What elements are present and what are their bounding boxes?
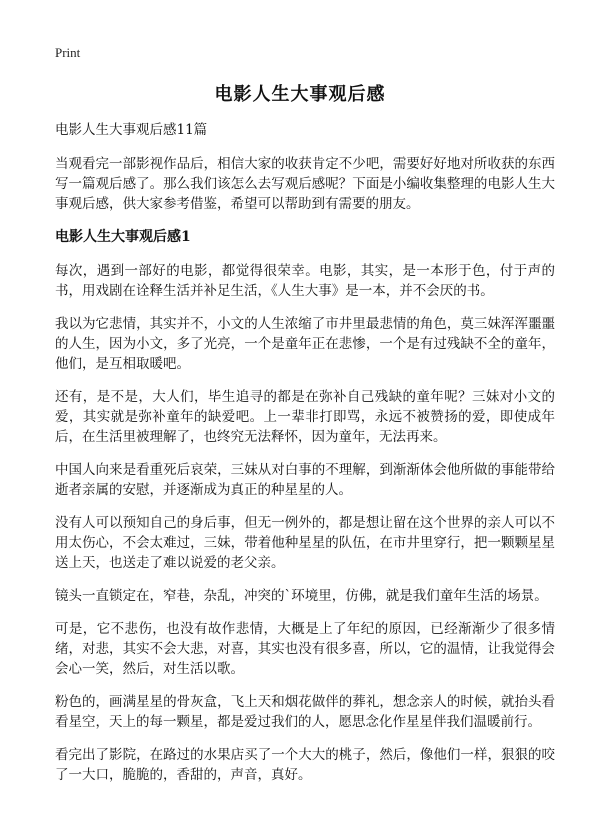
section-heading: 电影人生大事观后感1 — [55, 229, 191, 245]
paragraph: 镜头一直锁定在，窄巷，杂乱，冲突的`环境里，仿佛，就是我们童年生活的场景。 — [55, 588, 548, 604]
page-title: 电影人生大事观后感 — [214, 84, 386, 105]
paragraph: 还有，是不是，大人们，毕生追寻的都是在弥补自己残缺的童年呢？三妹对小文的爱，其实就是弥补童年的缺爱吧。上一辈非打即骂，永远不被赞扬的爱，即使成年后，在生活里被理解了，也终究无法释怀，因为童年，无法再来。 — [55, 389, 555, 445]
article-subtitle: 电影人生大事观后感11篇 — [55, 122, 208, 138]
paragraph: 可是，它不悲伤，也没有故作悲情，大概是上了年纪的原因，已经渐渐少了很多情绪，对悲，其实不会大悲，对喜，其实也没有很多喜，所以，它的温情，让我觉得会会心一笑，然后，对生活以歌。 — [55, 621, 555, 677]
intro-paragraph: 当观看完一部影视作品后，相信大家的收获肯定不少吧，需要好好地对所收获的东西写一篇观后感了。那么我们该怎么去写观后感呢？下面是小编收集整理的电影人生大事观后感，供大家参考借鉴，希望可以帮助到有需要的朋友。 — [55, 156, 555, 212]
paragraph: 没有人可以预知自己的身后事，但无一例外的，都是想让留在这个世界的亲人可以不用太伤心，不会太难过，三妹，带着他种星星的队伍，在市井里穿行，把一颗颗星星送上天，也送走了难以说爱的老父亲。 — [55, 515, 555, 571]
paragraph: 粉色的，画满星星的骨灰盒，飞上天和烟花做伴的葬礼，想念亲人的时候，就抬头看看星空，天上的每一颗星，都是爱过我们的人，愿思念化作星星伴我们温暖前行。 — [55, 694, 555, 730]
article-body — [55, 120, 555, 798]
print-link[interactable]: Print — [55, 45, 81, 60]
paragraph: 中国人向来是看重死后哀荣，三妹从对白事的不理解，到渐渐体会他所做的事能带给逝者亲属的安慰，并逐渐成为真正的种星星的人。 — [55, 462, 555, 498]
paragraph: 看完出了影院，在路过的水果店买了一个大大的桃子，然后，像他们一样，狠狠的咬了一大口，脆脆的，香甜的，声音，真好。 — [55, 747, 555, 783]
paragraph: 每次，遇到一部好的电影，都觉得很荣幸。电影，其实，是一本形于色，付于声的书，用戏剧在诠释生活并补足生活，《人生大事》是一本，并不会厌的书。 — [55, 263, 555, 299]
paragraph: 我以为它悲情，其实并不，小文的人生浓缩了市井里最悲情的角色，莫三妹浑浑噩噩的人生，因为小文，多了光亮，一个是童年正在悲惨，一个是有过残缺不全的童年，他们，是互相取暖吧。 — [55, 316, 555, 372]
